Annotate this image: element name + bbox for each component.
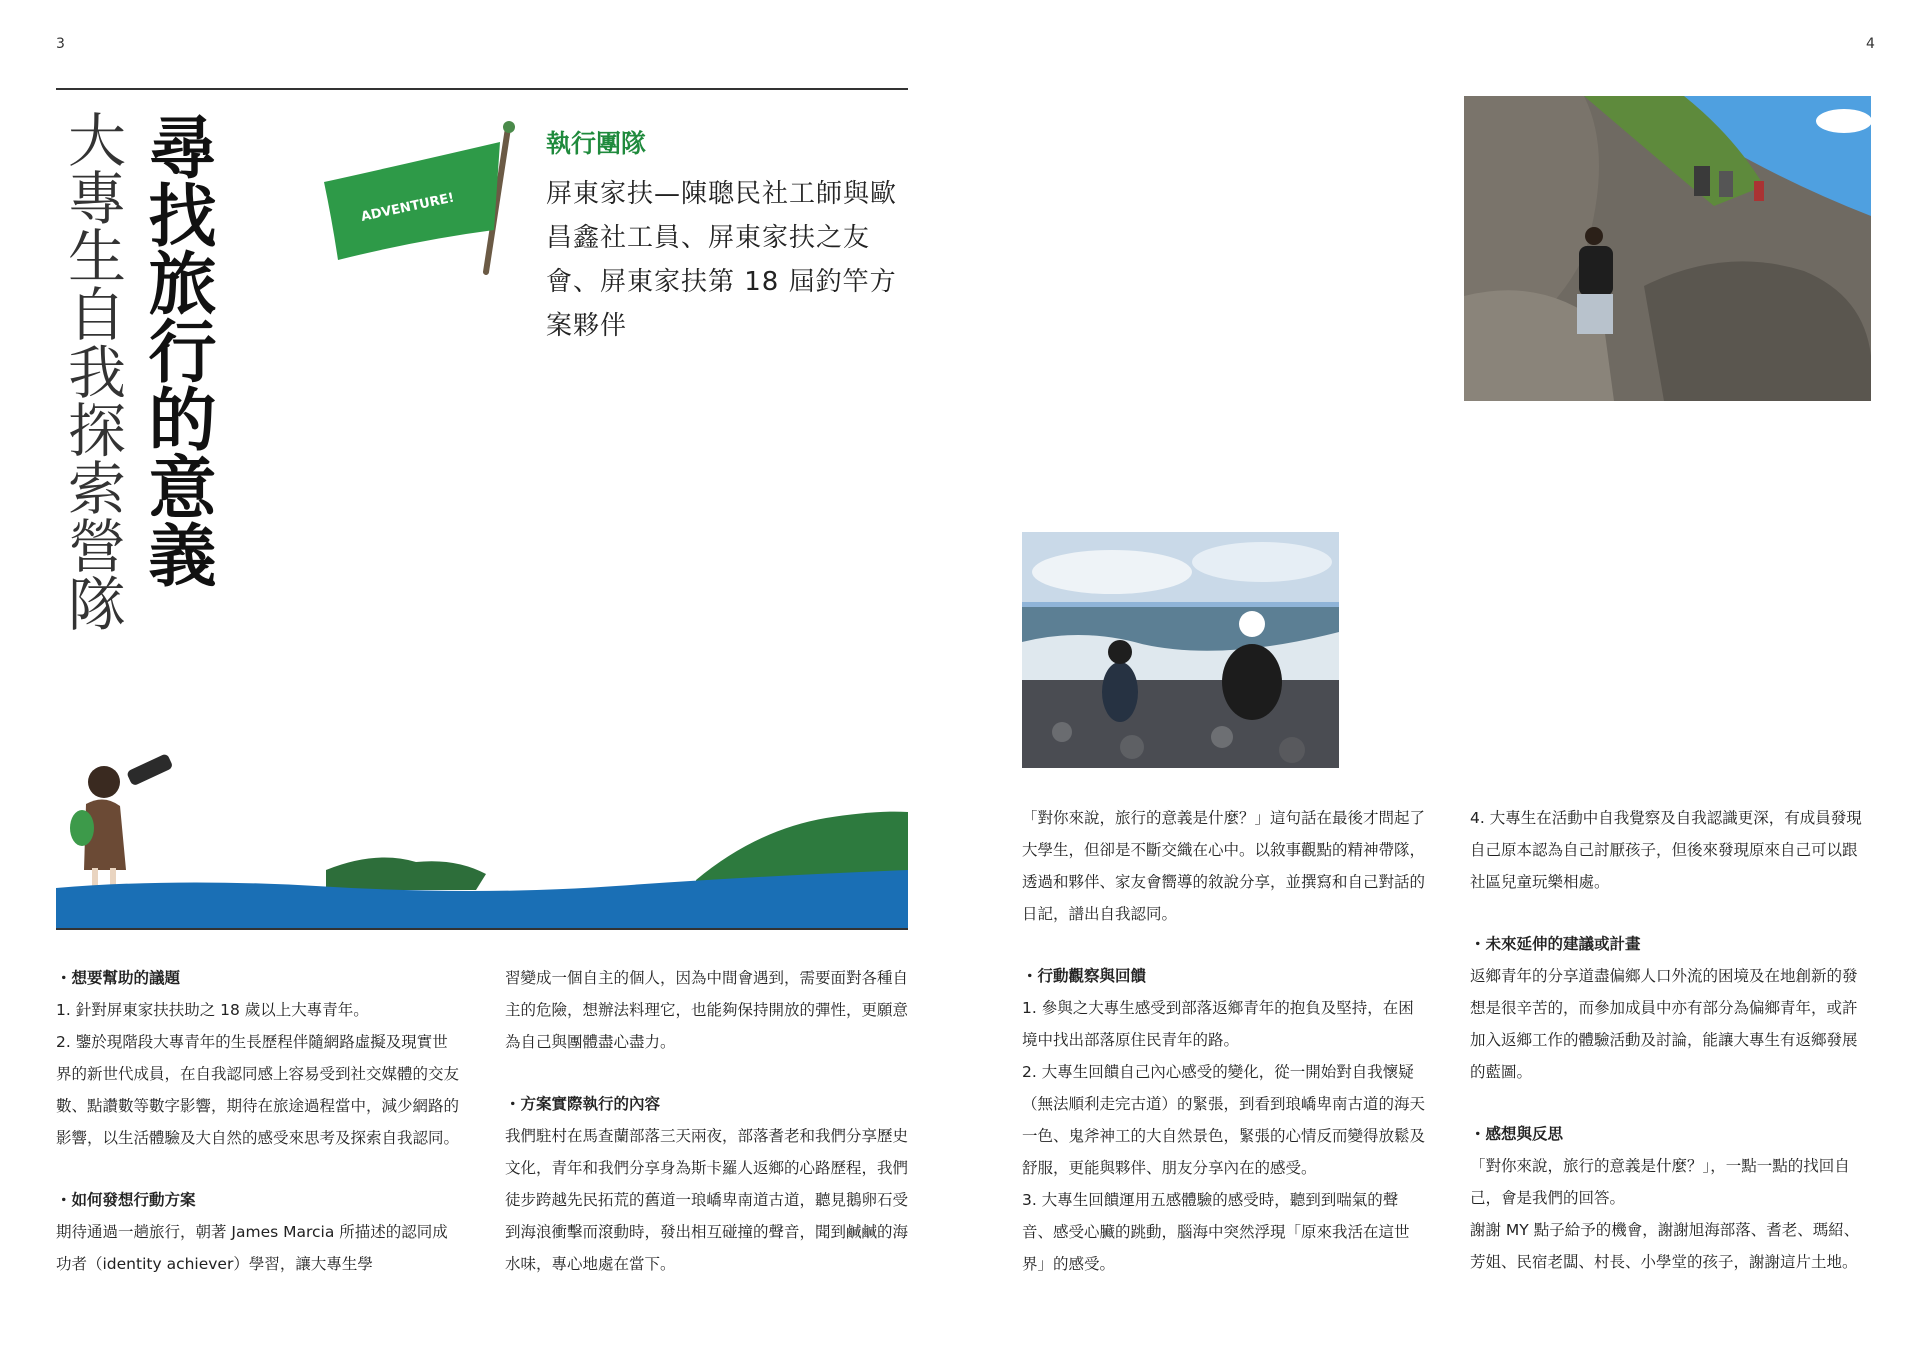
heading-future-plan: ・未來延伸的建議或計畫 (1470, 935, 1641, 953)
column-1 (56, 962, 462, 1280)
paragraph: 我們駐村在馬查蘭部落三天兩夜，部落耆老和我們分享歷史文化，青年和我們分享身為斯卡羅人返鄉的心路歷程，我們徒步跨越先民拓荒的舊道一琅嶠卑南道古道，聽見鵝卵石受到海浪衝擊而滾動時，發出相互碰撞的聲音，聞到鹹鹹的海水味，專心地處在當下。 (505, 1127, 909, 1273)
paragraph: 2. 鑒於現階段大專青年的生長歷程伴隨網路虛擬及現實世界的新世代成員，在自我認同感上容易受到社交媒體的交友數、點讚數等數字影響，期待在旅途過程當中，減少網路的影響，以生活體驗及大自然的感受來思考及探索自我認同。 (56, 1033, 460, 1147)
heading-observation: ・行動觀察與回饋 (1022, 967, 1147, 985)
column-4 (1470, 802, 1872, 1278)
team-body: 屏東家扶—陳聰民社工師與歐昌鑫社工員、屏東家扶之友會、屏東家扶第 18 屆釣竿方案夥伴 (546, 179, 898, 341)
paragraph: 習變成一個自主的個人，因為中間會遇到，需要面對各種自主的危險，想辦法料理它，也能夠保持開放的彈性，更願意為自己與團體盡心盡力。 (505, 969, 909, 1051)
heading-execution: ・方案實際執行的內容 (505, 1095, 661, 1113)
hiking-trail-photo (1464, 96, 1871, 401)
paragraph: 2. 大專生回饋自己內心感受的變化，從一開始對自我懷疑（無法順利走完古道）的緊張，到看到琅嶠卑南古道的海天一色、鬼斧神工的大自然景色，緊張的心情反而變得放鬆及舒服，更能與夥伴、朋友分享內在的感受。 (1022, 1063, 1426, 1177)
subtitle-vertical: 大專生自我探索營隊 (58, 110, 126, 632)
paragraph: 謝謝 MY 點子給予的機會，謝謝旭海部落、耆老、瑪紹、芳姐、民宿老闆、村長、小學堂的孩子，謝謝這片土地。 (1470, 1221, 1860, 1271)
title-vertical: 尋找旅行的意義 (137, 112, 216, 588)
heading-action-plan: ・如何發想行動方案 (56, 1191, 196, 1209)
column-3 (1022, 802, 1427, 1280)
column-2 (505, 962, 909, 1280)
page-number-left: 3 (56, 36, 65, 52)
page-number-right: 4 (1866, 36, 1875, 52)
paragraph: 1. 參與之大專生感受到部落返鄉青年的抱負及堅持，在困境中找出部落原住民青年的路。 (1022, 999, 1414, 1049)
heading-reflection: ・感想與反思 (1470, 1125, 1564, 1143)
flag-label: ADVENTURE! (359, 190, 456, 225)
paragraph: 返鄉青年的分享道盡偏鄉人口外流的困境及在地創新的發想是很辛苦的，而參加成員中亦有部分為偏鄉青年，或許加入返鄉工作的體驗活動及討論，能讓大專生有返鄉發展的藍圖。 (1470, 967, 1858, 1081)
adventure-flag-illustration (318, 120, 528, 280)
paragraph: 期待通過一趟旅行，朝著 James Marcia 所描述的認同成功者（identity achiever）學習，讓大專生學 (56, 1223, 448, 1273)
paragraph: 3. 大專生回饋運用五感體驗的感受時，聽到到喘氣的聲音、感受心臟的跳動，腦海中突然浮現「原來我活在這世界」的感受。 (1022, 1191, 1410, 1273)
paragraph: 「對你來說，旅行的意義是什麼？」這句話在最後才問起了大學生，但卻是不斷交織在心中。以敘事觀點的精神帶隊，透過和夥伴、家友會嚮導的敘說分享，並撰寫和自己對話的日記，譜出自我認同。 (1022, 809, 1426, 923)
paragraph: 「對你來說，旅行的意義是什麼？」，一點一點的找回自己，會是我們的回答。 (1470, 1157, 1850, 1207)
top-rule (56, 88, 908, 90)
heading-issue: ・想要幫助的議題 (56, 969, 181, 987)
team-heading: 執行團隊 (546, 129, 647, 158)
sea-hills-illustration (56, 800, 908, 930)
paragraph: 1. 針對屏東家扶扶助之 18 歲以上大專青年。 (56, 1001, 369, 1019)
paragraph: 4. 大專生在活動中自我覺察及自我認識更深，有成員發現自己原本認為自己討厭孩子，但後來發現原來自己可以跟社區兒童玩樂相處。 (1470, 809, 1862, 891)
seaside-photo (1022, 532, 1339, 768)
